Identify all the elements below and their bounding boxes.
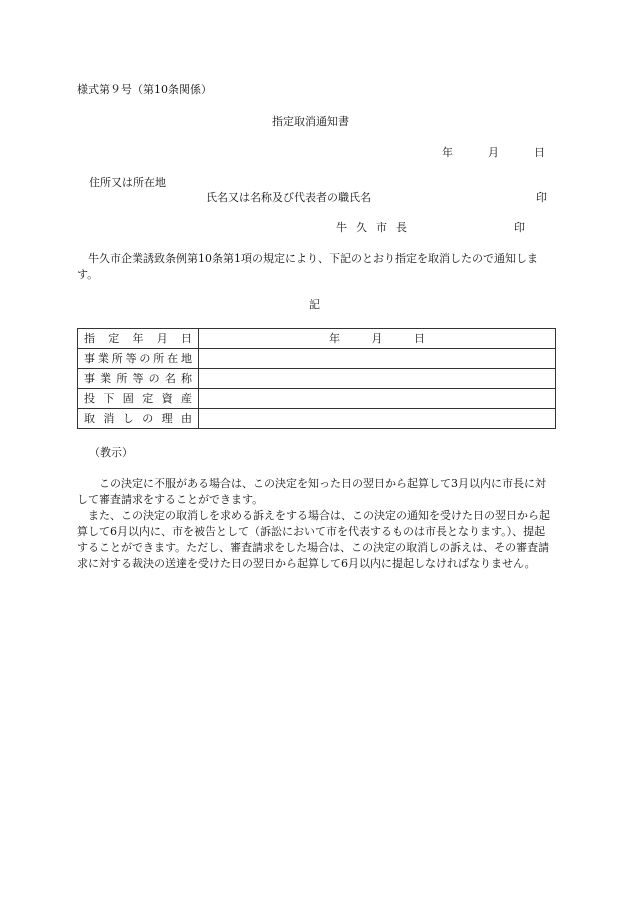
instruction-heading: （教示） — [89, 446, 133, 459]
date-day: 日 — [534, 146, 545, 159]
designation-month: 月 — [371, 332, 383, 345]
mayor-label: 牛久市長 — [336, 221, 416, 234]
date-year: 年 — [442, 146, 453, 159]
date-month: 月 — [488, 146, 499, 159]
instruction-paragraph-2: また、この決定の取消しを求める訴えをする場合は、この決定の通知を受けた日の翌日から起算して6月以内に、市を被告として（訴訟において市を代表するものは市長となります。）、提起することができます。ただし、審査請求をした場合は、この決定の取消しの訴えは、その審査請求に対する裁決の送達を受けた日の翌日から起算して6月以内に提起しなければなりません。 — [77, 509, 550, 570]
designation-year: 年 — [329, 332, 340, 345]
table-row — [78, 409, 556, 429]
table-row — [78, 349, 556, 369]
row-label-office-location: 事業所等の所在地 — [78, 349, 199, 369]
notice-text: 牛久市企業誘致条例第10条第1項の規定により、下記のとおり指定を取消したので通知します。 — [77, 252, 538, 281]
document-title: 指定取消通知書 — [272, 115, 349, 128]
recipient-seal-mark: 印 — [536, 191, 547, 204]
table-row — [78, 329, 556, 349]
instruction-paragraph-1: この決定に不服がある場合は、この決定を知った日の翌日から起算して3月以内に市長に対して審査請求をすることができます。 — [77, 477, 546, 506]
designation-day: 日 — [414, 332, 425, 345]
detail-table — [77, 328, 556, 429]
table-row — [78, 389, 556, 409]
instruction-body — [77, 476, 555, 572]
row-label-cancellation-reason: 取消しの理由 — [78, 409, 199, 429]
office-location-value — [199, 349, 556, 369]
name-label: 氏名又は名称及び代表者の職氏名 — [206, 191, 371, 204]
address-label: 住所又は所在地 — [89, 176, 166, 189]
row-label-designation-date: 指定年月日 — [78, 329, 199, 349]
form-number: 様式第９号（第10条関係） — [77, 83, 212, 96]
row-label-office-name: 事業所等の名称 — [78, 369, 199, 389]
cancellation-reason-value — [199, 409, 556, 429]
table-row — [78, 369, 556, 389]
mayor-seal-mark: 印 — [514, 221, 525, 234]
fixed-assets-value — [199, 389, 556, 409]
designation-date-value — [199, 329, 556, 349]
office-name-value — [199, 369, 556, 389]
row-label-fixed-assets: 投下固定資産 — [78, 389, 199, 409]
issue-date — [442, 146, 545, 160]
ki-label: 記 — [309, 298, 320, 311]
